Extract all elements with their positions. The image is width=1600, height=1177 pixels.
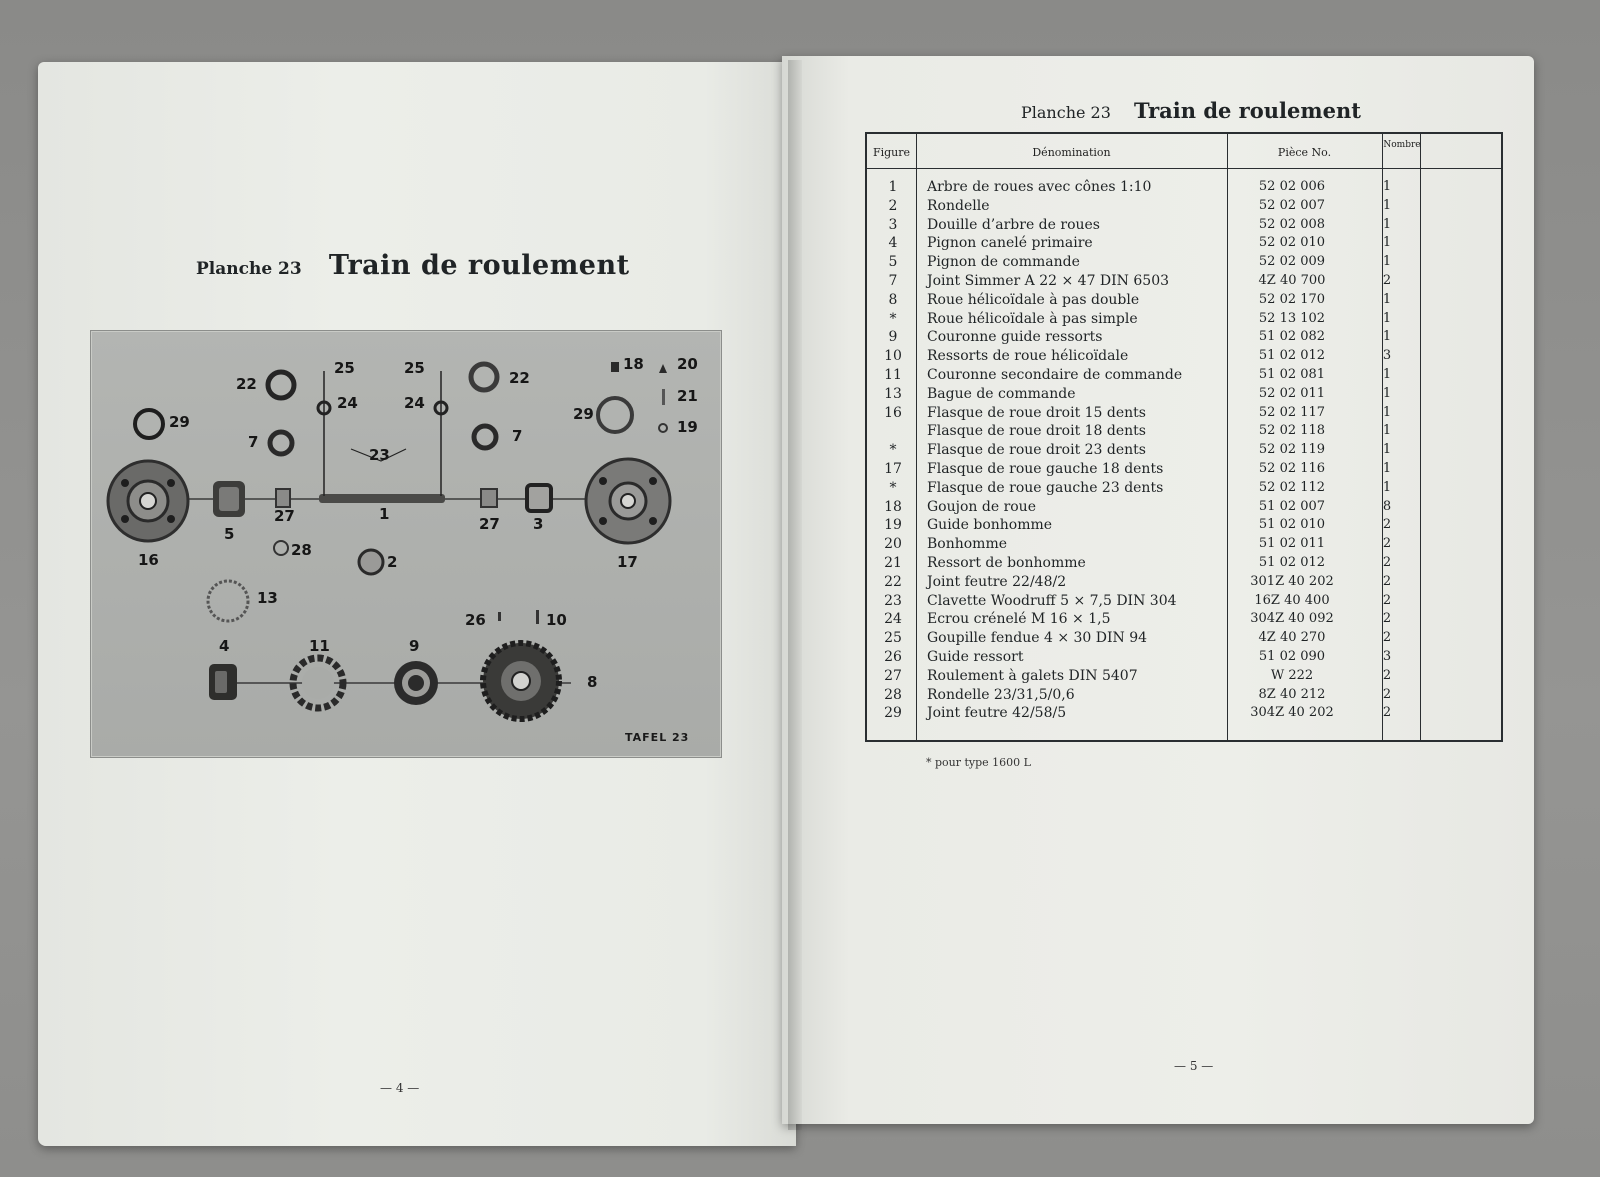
quantity-cell: 1 xyxy=(1382,385,1392,401)
table-row xyxy=(867,687,1501,706)
plate-label-28: 28 xyxy=(291,541,312,559)
table-row xyxy=(867,555,1501,574)
piece-number-cell: 4Z 40 700 xyxy=(1258,272,1326,288)
quantity-cell: 1 xyxy=(1382,310,1392,326)
table-row xyxy=(867,499,1501,518)
left-page-number: — 4 — xyxy=(380,1081,420,1095)
figure-cell: 11 xyxy=(884,366,902,383)
roller-bearing-left-part xyxy=(276,489,290,507)
denomination-cell: Arbre de roues avec cônes 1:10 xyxy=(927,179,1152,195)
denomination-cell: Bague de commande xyxy=(927,385,1076,402)
left-heading-title: Train de roulement xyxy=(328,250,630,281)
piece-number-cell: 4Z 40 270 xyxy=(1258,630,1326,646)
drive-ring-part xyxy=(208,581,248,621)
washer-28-part xyxy=(274,541,288,555)
plate-label-27: 27 xyxy=(274,507,295,525)
denomination-cell: Rondelle 23/31,5/0,6 xyxy=(927,686,1075,703)
quantity-cell: 1 xyxy=(1382,404,1392,420)
table-row xyxy=(867,179,1501,198)
quantity-cell: 2 xyxy=(1382,517,1392,533)
piece-number-cell: 52 02 117 xyxy=(1258,404,1326,420)
book-gutter xyxy=(788,60,802,1130)
column-header-figure: Figure xyxy=(872,146,911,159)
spring-guide-part xyxy=(498,612,501,621)
plate-label-21: 21 xyxy=(677,387,698,405)
piece-number-cell: 51 02 011 xyxy=(1258,536,1326,552)
plate-label-9: 9 xyxy=(409,637,420,655)
piece-number-cell: 51 02 007 xyxy=(1258,498,1326,514)
plate-label-26: 26 xyxy=(465,611,486,629)
simmer-seal-7-left-part xyxy=(270,432,292,454)
plunger-guide-part xyxy=(659,424,667,432)
piece-number-cell: 51 02 090 xyxy=(1258,648,1326,664)
parts-table xyxy=(865,132,1503,742)
piece-number-cell: 52 02 112 xyxy=(1258,479,1326,495)
denomination-cell: Flasque de roue gauche 23 dents xyxy=(927,479,1164,496)
plate-label-13: 13 xyxy=(257,589,278,607)
denomination-cell: Flasque de roue droit 15 dents xyxy=(927,404,1146,421)
shaft-sleeve-part xyxy=(527,485,551,511)
plate-label-17: 17 xyxy=(617,553,638,571)
piece-number-cell: 52 13 102 xyxy=(1258,310,1326,326)
plate-id: TAFEL 23 xyxy=(625,731,690,744)
wheel-stud-part xyxy=(611,362,619,372)
quantity-cell: 8 xyxy=(1382,498,1392,514)
footnote: * pour type 1600 L xyxy=(926,756,1031,769)
quantity-cell: 1 xyxy=(1382,291,1392,307)
quantity-cell: 1 xyxy=(1382,479,1392,495)
denomination-cell: Roue hélicoïdale à pas simple xyxy=(927,310,1138,327)
quantity-cell: 1 xyxy=(1382,216,1392,232)
column-header-denomination: Dénomination xyxy=(1032,146,1111,159)
plate-label-22: 22 xyxy=(509,369,530,387)
figure-cell: 18 xyxy=(884,498,902,515)
plate-label-3: 3 xyxy=(533,515,544,533)
piece-number-cell: 51 02 012 xyxy=(1258,348,1326,364)
piece-number-cell: 52 02 170 xyxy=(1258,291,1326,307)
table-row xyxy=(867,630,1501,649)
piece-number-cell: 52 02 006 xyxy=(1258,179,1326,194)
piece-number-cell: 52 02 007 xyxy=(1258,197,1326,213)
quantity-cell: 2 xyxy=(1382,554,1392,570)
plate-label-1: 1 xyxy=(379,505,390,523)
figure-cell: * xyxy=(889,310,897,327)
column-header-nombre: Nombre xyxy=(1383,140,1421,150)
figure-cell: 10 xyxy=(884,348,902,365)
simmer-seal-7-right-part xyxy=(474,426,496,448)
plate-label-23: 23 xyxy=(369,446,390,464)
quantity-cell: 2 xyxy=(1382,686,1392,702)
quantity-cell: 2 xyxy=(1382,573,1392,589)
quantity-cell: 2 xyxy=(1382,667,1392,683)
plate-label-29: 29 xyxy=(573,405,594,423)
denomination-cell: Roulement à galets DIN 5407 xyxy=(927,667,1138,684)
figure-cell: 3 xyxy=(888,216,898,233)
right-heading-plate: Planche 23 xyxy=(1021,103,1111,122)
spring-part xyxy=(536,610,539,624)
figure-cell: 13 xyxy=(884,385,902,402)
plate-label-5: 5 xyxy=(224,525,235,543)
denomination-cell: Joint feutre 42/58/5 xyxy=(927,705,1067,722)
figure-cell: 17 xyxy=(884,460,902,477)
table-row xyxy=(867,423,1501,442)
figure-cell: 21 xyxy=(884,554,902,571)
denomination-cell: Roue hélicoïdale à pas double xyxy=(927,291,1140,308)
table-row xyxy=(867,198,1501,217)
quantity-cell: 1 xyxy=(1382,235,1392,251)
helical-gear-part xyxy=(483,643,559,719)
figure-cell: 29 xyxy=(884,705,902,722)
figure-cell: 1 xyxy=(888,179,898,195)
piece-number-cell: 52 02 116 xyxy=(1258,460,1326,476)
table-row xyxy=(867,574,1501,593)
felt-seal-29-right-part xyxy=(598,398,632,432)
column-header-piece-no: Pièce No. xyxy=(1277,146,1332,159)
quantity-cell: 2 xyxy=(1382,630,1392,646)
parts-photograph xyxy=(90,330,722,758)
quantity-cell: 1 xyxy=(1382,423,1392,439)
denomination-cell: Ecrou crénelé M 16 × 1,5 xyxy=(927,611,1111,628)
right-page-heading xyxy=(1021,98,1361,123)
table-row xyxy=(867,649,1501,668)
quantity-cell: 2 xyxy=(1382,611,1392,627)
piece-number-cell: 301Z 40 202 xyxy=(1250,573,1334,589)
table-row xyxy=(867,235,1501,254)
piece-number-cell: 52 02 118 xyxy=(1258,423,1326,439)
header-divider xyxy=(867,168,1501,169)
figure-cell: 9 xyxy=(888,329,898,346)
figure-cell: 8 xyxy=(888,291,898,308)
figure-cell: 28 xyxy=(884,686,902,703)
right-page-number: — 5 — xyxy=(1174,1059,1214,1073)
denomination-cell: Joint feutre 22/48/2 xyxy=(927,573,1067,590)
piece-number-cell: 304Z 40 092 xyxy=(1250,611,1334,627)
plate-label-29: 29 xyxy=(169,413,190,431)
plate-label-7: 7 xyxy=(512,427,523,445)
plate-label-4: 4 xyxy=(219,637,230,655)
quantity-cell: 1 xyxy=(1382,254,1392,270)
quantity-cell: 1 xyxy=(1382,329,1392,345)
plate-label-20: 20 xyxy=(677,355,698,373)
table-row xyxy=(867,329,1501,348)
denomination-cell: Rondelle xyxy=(927,197,990,214)
quantity-cell: 1 xyxy=(1382,197,1392,213)
table-row xyxy=(867,292,1501,311)
felt-seal-22-right-part xyxy=(471,364,497,390)
plate-label-8: 8 xyxy=(587,673,598,691)
figure-cell: 16 xyxy=(884,404,902,421)
right-heading-title: Train de roulement xyxy=(1134,98,1361,123)
table-row xyxy=(867,480,1501,499)
denomination-cell: Flasque de roue droit 18 dents xyxy=(927,423,1146,440)
plate-label-2: 2 xyxy=(387,553,398,571)
piece-number-cell: 52 02 010 xyxy=(1258,235,1326,251)
plate-label-11: 11 xyxy=(309,637,330,655)
left-page-heading xyxy=(196,250,630,281)
piece-number-cell: 52 02 008 xyxy=(1258,216,1326,232)
plate-label-10: 10 xyxy=(546,611,567,629)
denomination-cell: Flasque de roue droit 23 dents xyxy=(927,442,1146,459)
figure-cell: 23 xyxy=(884,592,902,609)
table-row xyxy=(867,367,1501,386)
table-row xyxy=(867,386,1501,405)
quantity-cell: 1 xyxy=(1382,179,1392,194)
table-row xyxy=(867,273,1501,292)
table-row xyxy=(867,254,1501,273)
denomination-cell: Pignon de commande xyxy=(927,254,1080,271)
figure-cell: 26 xyxy=(884,648,902,665)
piece-number-cell: 52 02 119 xyxy=(1258,442,1326,458)
felt-seal-29-left-part xyxy=(135,410,163,438)
quantity-cell: 2 xyxy=(1382,536,1392,552)
primary-pinion-part xyxy=(209,664,237,700)
spring-guide-crown-part xyxy=(394,661,438,705)
table-row xyxy=(867,517,1501,536)
denomination-cell: Ressorts de roue hélicoïdale xyxy=(927,348,1129,365)
drive-pinion-part xyxy=(213,481,245,517)
figure-cell: * xyxy=(889,479,897,496)
plate-label-7: 7 xyxy=(248,433,259,451)
figure-cell: 5 xyxy=(888,254,898,271)
plate-label-22: 22 xyxy=(236,375,257,393)
table-row xyxy=(867,668,1501,687)
figure-cell: 2 xyxy=(888,197,898,214)
piece-number-cell: 52 02 009 xyxy=(1258,254,1326,270)
piece-number-cell: 51 02 012 xyxy=(1258,554,1326,570)
denomination-cell: Couronne guide ressorts xyxy=(927,329,1103,346)
plate-label-25: 25 xyxy=(334,359,355,377)
denomination-cell: Flasque de roue gauche 18 dents xyxy=(927,460,1164,477)
wheel-flange-right-part xyxy=(586,459,670,543)
denomination-cell: Joint Simmer A 22 × 47 DIN 6503 xyxy=(927,272,1170,289)
denomination-cell: Clavette Woodruff 5 × 7,5 DIN 304 xyxy=(927,592,1177,609)
table-row xyxy=(867,536,1501,555)
plate-label-25: 25 xyxy=(404,359,425,377)
table-row xyxy=(867,348,1501,367)
denomination-cell: Guide bonhomme xyxy=(927,517,1053,534)
table-row xyxy=(867,705,1501,724)
quantity-cell: 1 xyxy=(1382,366,1392,382)
denomination-cell: Guide ressort xyxy=(927,648,1024,665)
denomination-cell: Pignon canelé primaire xyxy=(927,235,1093,252)
plunger-spring-part xyxy=(662,389,665,405)
figure-cell: 22 xyxy=(884,573,902,590)
denomination-cell: Goupille fendue 4 × 30 DIN 94 xyxy=(927,630,1148,647)
table-body xyxy=(867,179,1501,724)
table-row xyxy=(867,442,1501,461)
quantity-cell: 2 xyxy=(1382,705,1392,721)
figure-cell: 7 xyxy=(888,272,898,289)
denomination-cell: Goujon de roue xyxy=(927,498,1036,515)
denomination-cell: Bonhomme xyxy=(927,536,1008,553)
table-row xyxy=(867,217,1501,236)
piece-number-cell: 52 02 011 xyxy=(1258,385,1326,401)
roller-bearing-right-part xyxy=(481,489,497,507)
figure-cell: 20 xyxy=(884,536,902,553)
piece-number-cell: W 222 xyxy=(1270,667,1314,683)
figure-cell: 4 xyxy=(888,235,898,252)
table-row xyxy=(867,311,1501,330)
table-row xyxy=(867,593,1501,612)
figure-cell: 27 xyxy=(884,667,902,684)
table-row xyxy=(867,405,1501,424)
washer-2-part xyxy=(359,550,383,574)
table-row xyxy=(867,461,1501,480)
quantity-cell: 1 xyxy=(1382,442,1392,458)
shaft-part xyxy=(319,494,445,503)
table-row xyxy=(867,611,1501,630)
left-heading-plate: Planche 23 xyxy=(196,259,302,279)
figure-cell: * xyxy=(889,442,897,459)
plate-label-19: 19 xyxy=(677,418,698,436)
denomination-cell: Couronne secondaire de commande xyxy=(927,366,1183,383)
quantity-cell: 3 xyxy=(1382,648,1392,664)
felt-seal-22-left-part xyxy=(268,372,294,398)
figure-cell: 19 xyxy=(884,517,902,534)
figure-cell: 24 xyxy=(884,611,902,628)
denomination-cell: Ressort de bonhomme xyxy=(927,554,1086,571)
piece-number-cell: 16Z 40 400 xyxy=(1254,592,1330,608)
figure-cell: 25 xyxy=(884,630,902,647)
plate-label-16: 16 xyxy=(138,551,159,569)
plate-label-24: 24 xyxy=(404,394,425,412)
wheel-flange-left-part xyxy=(108,461,188,541)
piece-number-cell: 51 02 081 xyxy=(1258,366,1326,382)
piece-number-cell: 304Z 40 202 xyxy=(1250,705,1334,721)
plunger-part xyxy=(659,364,667,373)
denomination-cell: Douille d’arbre de roues xyxy=(927,216,1100,233)
quantity-cell: 2 xyxy=(1382,272,1392,288)
quantity-cell: 3 xyxy=(1382,348,1392,364)
quantity-cell: 2 xyxy=(1382,592,1392,608)
quantity-cell: 1 xyxy=(1382,460,1392,476)
piece-number-cell: 8Z 40 212 xyxy=(1258,686,1326,702)
plate-label-18: 18 xyxy=(623,355,644,373)
piece-number-cell: 51 02 010 xyxy=(1258,517,1326,533)
piece-number-cell: 51 02 082 xyxy=(1258,329,1326,345)
plate-label-24: 24 xyxy=(337,394,358,412)
plate-label-27: 27 xyxy=(479,515,500,533)
